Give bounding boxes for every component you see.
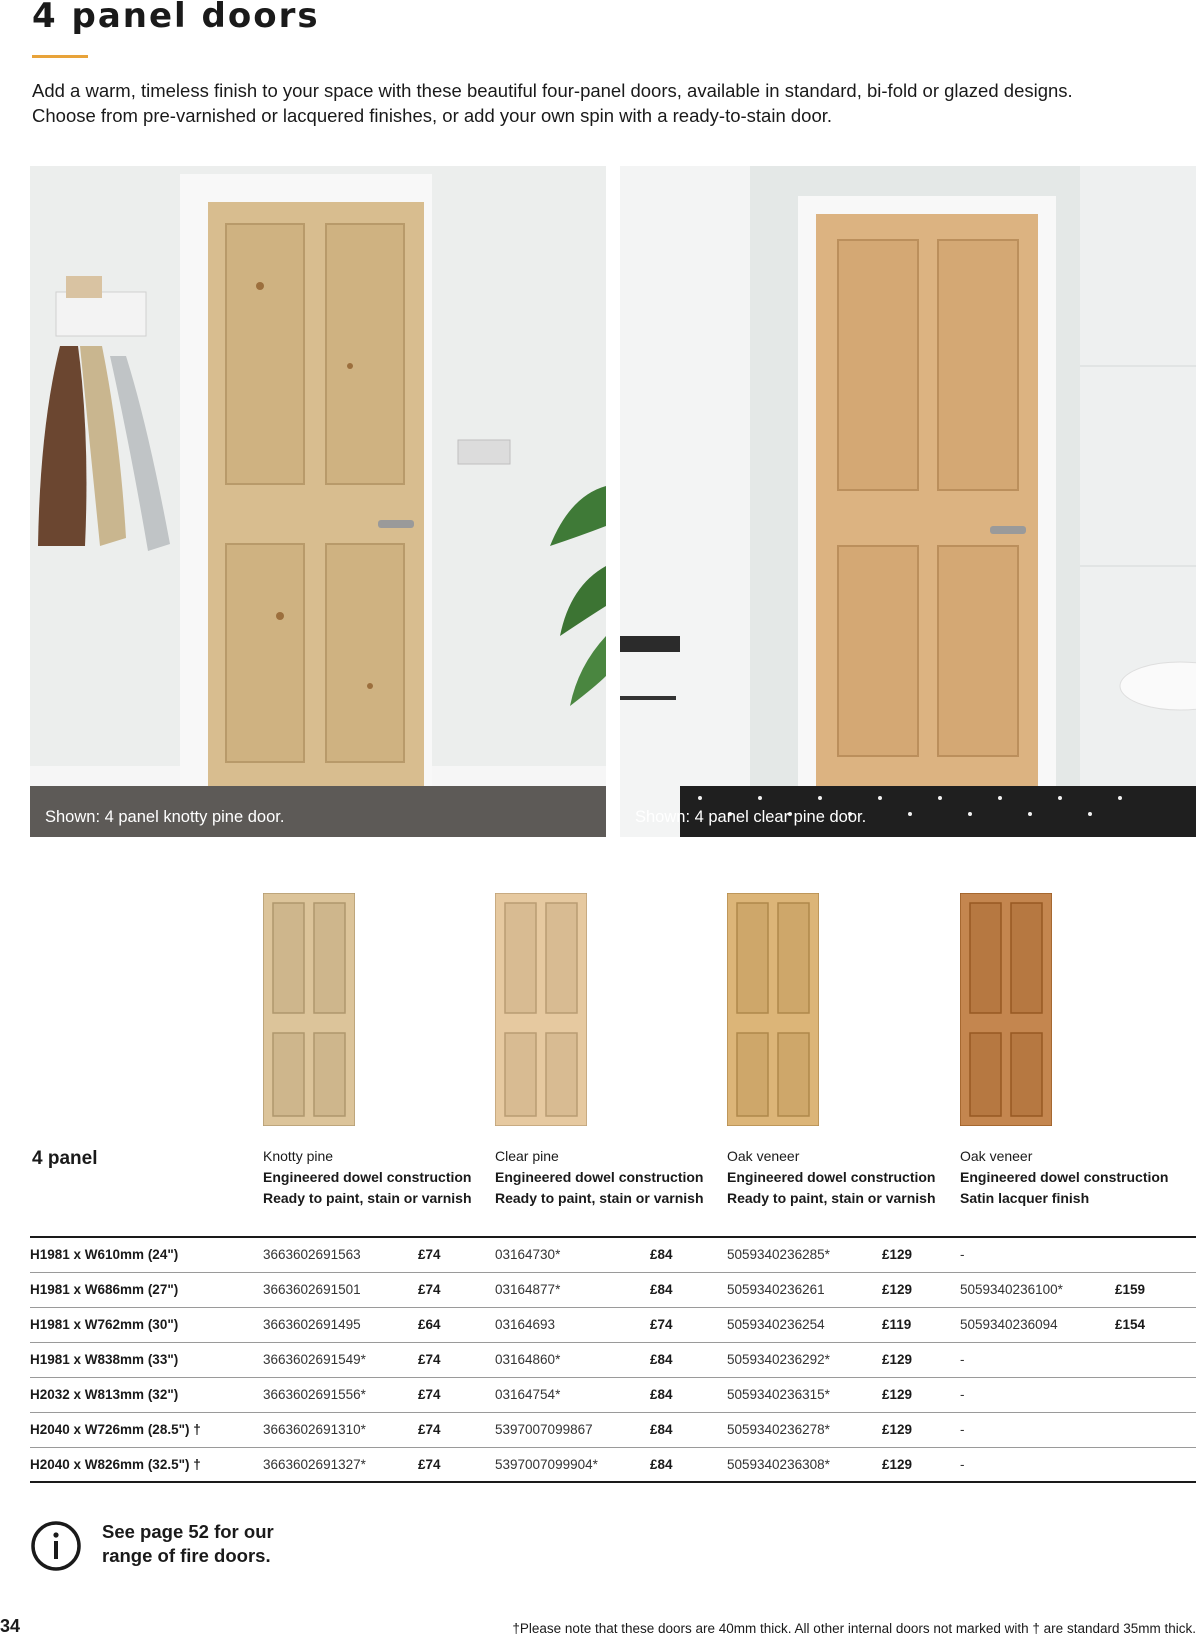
- fire-doors-note-line: range of fire doors.: [102, 1545, 271, 1566]
- product-finish: Ready to paint, stain or varnish: [263, 1190, 472, 1206]
- product-price: £159: [1115, 1282, 1146, 1297]
- product-price: £129: [882, 1456, 913, 1472]
- product-code: 03164860*: [495, 1352, 561, 1367]
- table-row: [30, 1377, 1196, 1412]
- door-size: H2040 x W826mm (32.5") †: [30, 1456, 201, 1472]
- fire-doors-note: [102, 1520, 274, 1568]
- product-code: 3663602691501: [263, 1282, 361, 1297]
- door-size: H1981 x W686mm (27"): [30, 1282, 179, 1297]
- product-price: £74: [418, 1246, 441, 1262]
- clear-pine-thumbnail: [495, 893, 587, 1126]
- product-code: 5397007099867: [495, 1422, 593, 1437]
- knotty-pine-door-photo: [30, 166, 606, 837]
- product-price: £129: [882, 1246, 913, 1262]
- oak-veneer-lacquer-thumbnail: [960, 893, 1052, 1126]
- thickness-footnote: †Please note that these doors are 40mm thick. All other internal doors not marked with † are standard 35mm thick.: [512, 1621, 1196, 1636]
- door-size: H1981 x W762mm (30"): [30, 1317, 179, 1332]
- photo-caption: Shown: 4 panel clear pine door.: [635, 808, 867, 826]
- product-code: 5059340236285*: [727, 1246, 830, 1262]
- door-size: H2032 x W813mm (32"): [30, 1387, 179, 1402]
- size-price-table: [30, 1237, 1196, 1483]
- product-price: £84: [650, 1282, 673, 1297]
- table-row: [30, 1237, 1196, 1272]
- intro-text: Add a warm, timeless finish to your space with these beautiful four-panel doors, available in standard, bi-fold or glazed designs. Choose from pre-varnished or lacquered finishes, or add your own spin with a ready-to-stain door.: [32, 80, 1073, 126]
- product-code: 5059340236100*: [960, 1282, 1063, 1297]
- product-code: 5059340236308*: [727, 1456, 830, 1472]
- title-accent-bar: [32, 55, 88, 58]
- table-row: [30, 1447, 1196, 1482]
- product-code: -: [960, 1456, 965, 1472]
- product-code: 03164877*: [495, 1282, 561, 1297]
- product-description: [263, 1146, 493, 1209]
- photo-caption: Shown: 4 panel knotty pine door.: [45, 808, 285, 826]
- product-price: £84: [650, 1422, 673, 1437]
- page-title: 4 panel doors: [32, 0, 320, 36]
- product-description: [727, 1146, 957, 1209]
- product-code: 5059340236094: [960, 1317, 1058, 1332]
- product-price: £154: [1115, 1317, 1146, 1332]
- product-code: 03164730*: [495, 1246, 561, 1262]
- product-price: £74: [418, 1387, 441, 1402]
- door-size: H1981 x W610mm (24"): [30, 1246, 179, 1262]
- product-name: Oak veneer: [960, 1148, 1033, 1164]
- section-label: 4 panel: [32, 1148, 98, 1169]
- product-price: £129: [882, 1422, 913, 1437]
- product-code: 3663602691310*: [263, 1422, 366, 1437]
- knotty-pine-thumbnail: [263, 893, 355, 1126]
- product-construction: Engineered dowel construction: [263, 1169, 472, 1185]
- product-price: £74: [650, 1317, 673, 1332]
- product-price: [1115, 1447, 1196, 1482]
- product-description: [960, 1146, 1190, 1209]
- product-code: 5059340236315*: [727, 1387, 830, 1402]
- product-code: -: [960, 1422, 965, 1437]
- product-code: 3663602691563: [263, 1246, 361, 1262]
- knotty-pine-door-illustration: [30, 166, 606, 837]
- table-row: [30, 1307, 1196, 1342]
- product-price: £84: [650, 1352, 673, 1367]
- door-size: H1981 x W838mm (33"): [30, 1352, 179, 1367]
- product-price: [1115, 1377, 1196, 1412]
- product-finish: Satin lacquer finish: [960, 1190, 1090, 1206]
- page-number: 34: [0, 1616, 21, 1636]
- table-row: [30, 1272, 1196, 1307]
- product-price: £84: [650, 1387, 673, 1402]
- product-code: 3663602691327*: [263, 1456, 366, 1472]
- product-price: £84: [650, 1246, 673, 1262]
- product-price: £129: [882, 1282, 913, 1297]
- product-construction: Engineered dowel construction: [727, 1169, 936, 1185]
- product-code: -: [960, 1387, 965, 1402]
- product-code: 3663602691556*: [263, 1387, 366, 1402]
- product-price: £74: [418, 1282, 441, 1297]
- product-price: £119: [882, 1317, 912, 1332]
- product-finish: Ready to paint, stain or varnish: [727, 1190, 936, 1206]
- product-code: 5059340236292*: [727, 1352, 830, 1367]
- product-name: Oak veneer: [727, 1148, 800, 1164]
- product-code: 3663602691495: [263, 1317, 361, 1332]
- table-row: [30, 1342, 1196, 1377]
- product-code: 5059340236261: [727, 1282, 825, 1297]
- clear-pine-door-illustration: [620, 166, 1196, 837]
- product-price: £129: [882, 1352, 913, 1367]
- product-code: 5059340236254: [727, 1317, 825, 1332]
- clear-pine-door-photo: [620, 166, 1196, 837]
- product-finish: Ready to paint, stain or varnish: [495, 1190, 704, 1206]
- table-row: [30, 1412, 1196, 1447]
- product-price: [1115, 1342, 1196, 1377]
- product-price: £64: [418, 1317, 441, 1332]
- product-price: £74: [418, 1456, 441, 1472]
- product-price: £129: [882, 1387, 913, 1402]
- product-code: -: [960, 1246, 965, 1262]
- product-description: [495, 1146, 725, 1209]
- oak-veneer-thumbnail: [727, 893, 819, 1126]
- product-code: 03164693: [495, 1317, 556, 1332]
- product-price: [1115, 1412, 1196, 1447]
- product-price: £74: [418, 1352, 441, 1367]
- product-code: 3663602691549*: [263, 1352, 366, 1367]
- door-size: H2040 x W726mm (28.5") †: [30, 1422, 201, 1437]
- product-construction: Engineered dowel construction: [960, 1169, 1169, 1185]
- product-price: £84: [650, 1456, 673, 1472]
- product-name: Knotty pine: [263, 1148, 334, 1164]
- fire-doors-note-line: See page 52 for our: [102, 1521, 274, 1542]
- product-code: 5397007099904*: [495, 1456, 598, 1472]
- product-price: [1115, 1237, 1196, 1272]
- product-code: 5059340236278*: [727, 1422, 830, 1437]
- product-code: 03164754*: [495, 1387, 561, 1402]
- product-name: Clear pine: [495, 1148, 559, 1164]
- product-code: -: [960, 1352, 965, 1367]
- product-price: £74: [418, 1422, 441, 1437]
- info-icon: [30, 1520, 82, 1572]
- product-construction: Engineered dowel construction: [495, 1169, 704, 1185]
